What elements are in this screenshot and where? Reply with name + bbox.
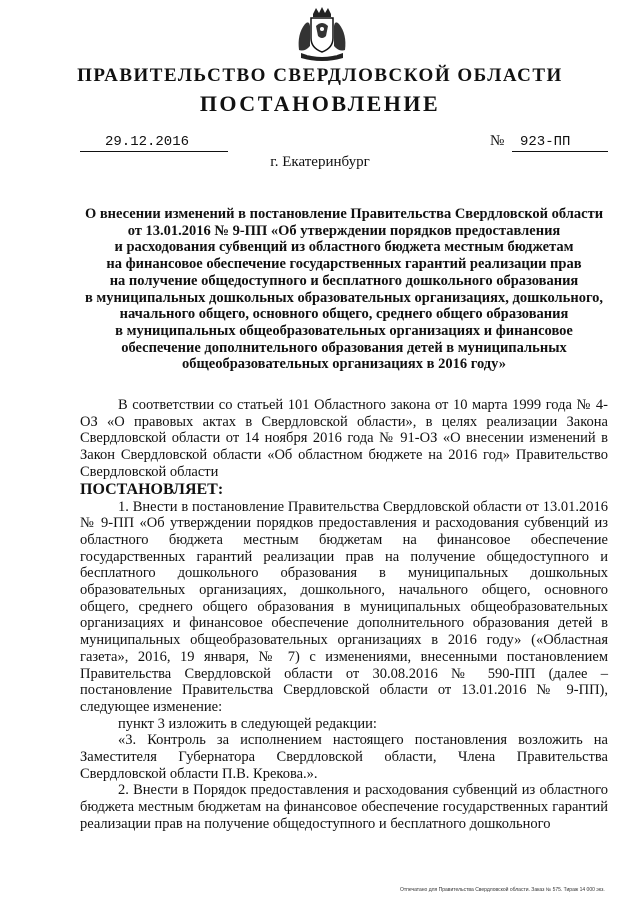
document-number: 923-ПП [512, 133, 608, 152]
government-title: ПРАВИТЕЛЬСТВО СВЕРДЛОВСКОЙ ОБЛАСТИ [77, 65, 563, 86]
document-body [80, 397, 608, 833]
item-1-paragraph: 1. Внести в постановление Правительства Свердловской области от 13.01.2016 № 9-ПП «Об утверждении порядков предоставления и расходования субвенций из областного бюджета местным бюджетам на финансовое обеспечение государственных гарантий реализации прав на получение общедоступного и бесплатного дошкольного образования в муниципальных дошкольных образовательных организациях, дошкольного, начального общего, основного общего, среднего общего образования в муниципальных общеобразовательных организациях и финансовое обеспечение дополнительного образования детей в муниципальных общеобразовательных организациях в 2016 году» («Областная газета», 2016, 19 января, № 7) с изменениями, внесенными постановлением Правительства Свердловской области от 30.08.2016 № 590-ПП (далее – постановление Правительства Свердловской области от 13.01.2016 № 9-ПП), следующее изменение: [80, 498, 608, 715]
subject-line: на получение общедоступного и бесплатного дошкольного образования [109, 272, 579, 289]
item-1-quote-paragraph: «3. Контроль за исполнением настоящего постановления возложить на Заместителя Губернатора Свердловской области, Члена Правительства Свердловской области П.В. Крекова.». [80, 732, 608, 782]
subject-line: обеспечение дополнительного образования детей в муниципальных [121, 339, 567, 356]
sverdlovsk-coat-of-arms-icon [295, 6, 349, 64]
item-1-point-paragraph: пункт 3 изложить в следующей редакции: [118, 715, 377, 732]
document-type-title: ПОСТАНОВЛЕНИЕ [199, 91, 441, 116]
document-subject [80, 206, 608, 373]
subject-line: общеобразовательных организациях в 2016 году» [182, 356, 506, 373]
subject-line: начального общего, основного общего, среднего общего образования [119, 306, 569, 323]
subject-line: в муниципальных общеобразовательных организациях и финансовое [115, 322, 573, 339]
subject-line: и расходования субвенций из областного бюджета местным бюджетам [114, 239, 574, 256]
subject-line: от 13.01.2016 № 9-ПП «Об утверждении порядков предоставления [127, 222, 561, 239]
subject-line: в муниципальных дошкольных образовательных организациях, дошкольного, [84, 289, 604, 306]
subject-line: на финансовое обеспечение государственных гарантий реализации прав [106, 256, 582, 273]
document-city: г. Екатеринбург [270, 154, 370, 170]
preamble-paragraph: В соответствии со статьей 101 Областного закона от 10 марта 1999 года № 4-ОЗ «О правовых актах в Свердловской области», в целях реализации Закона Свердловской области от 14 ноября 2016 года № 91-ОЗ «О внесении изменений в Закон Свердловской области «Об областном бюджете на 2016 год» Правительство Свердловской области [80, 397, 608, 480]
resolves-heading: ПОСТАНОВЛЯЕТ: [80, 480, 224, 498]
subject-line: О внесении изменений в постановление Правительства Свердловской области [84, 206, 604, 222]
document-date: 29.12.2016 [80, 133, 228, 152]
print-note: Отпечатано для Правительства Свердловской области. Заказ № 575. Тираж 14 000 экз. [400, 887, 605, 893]
number-label: № [490, 133, 505, 149]
item-2-paragraph: 2. Внести в Порядок предоставления и расходования субвенций из областного бюджета местным бюджетам на финансовое обеспечение государственных гарантий реализации прав на получение общедоступного и бесплатного дошкольного [80, 782, 608, 832]
